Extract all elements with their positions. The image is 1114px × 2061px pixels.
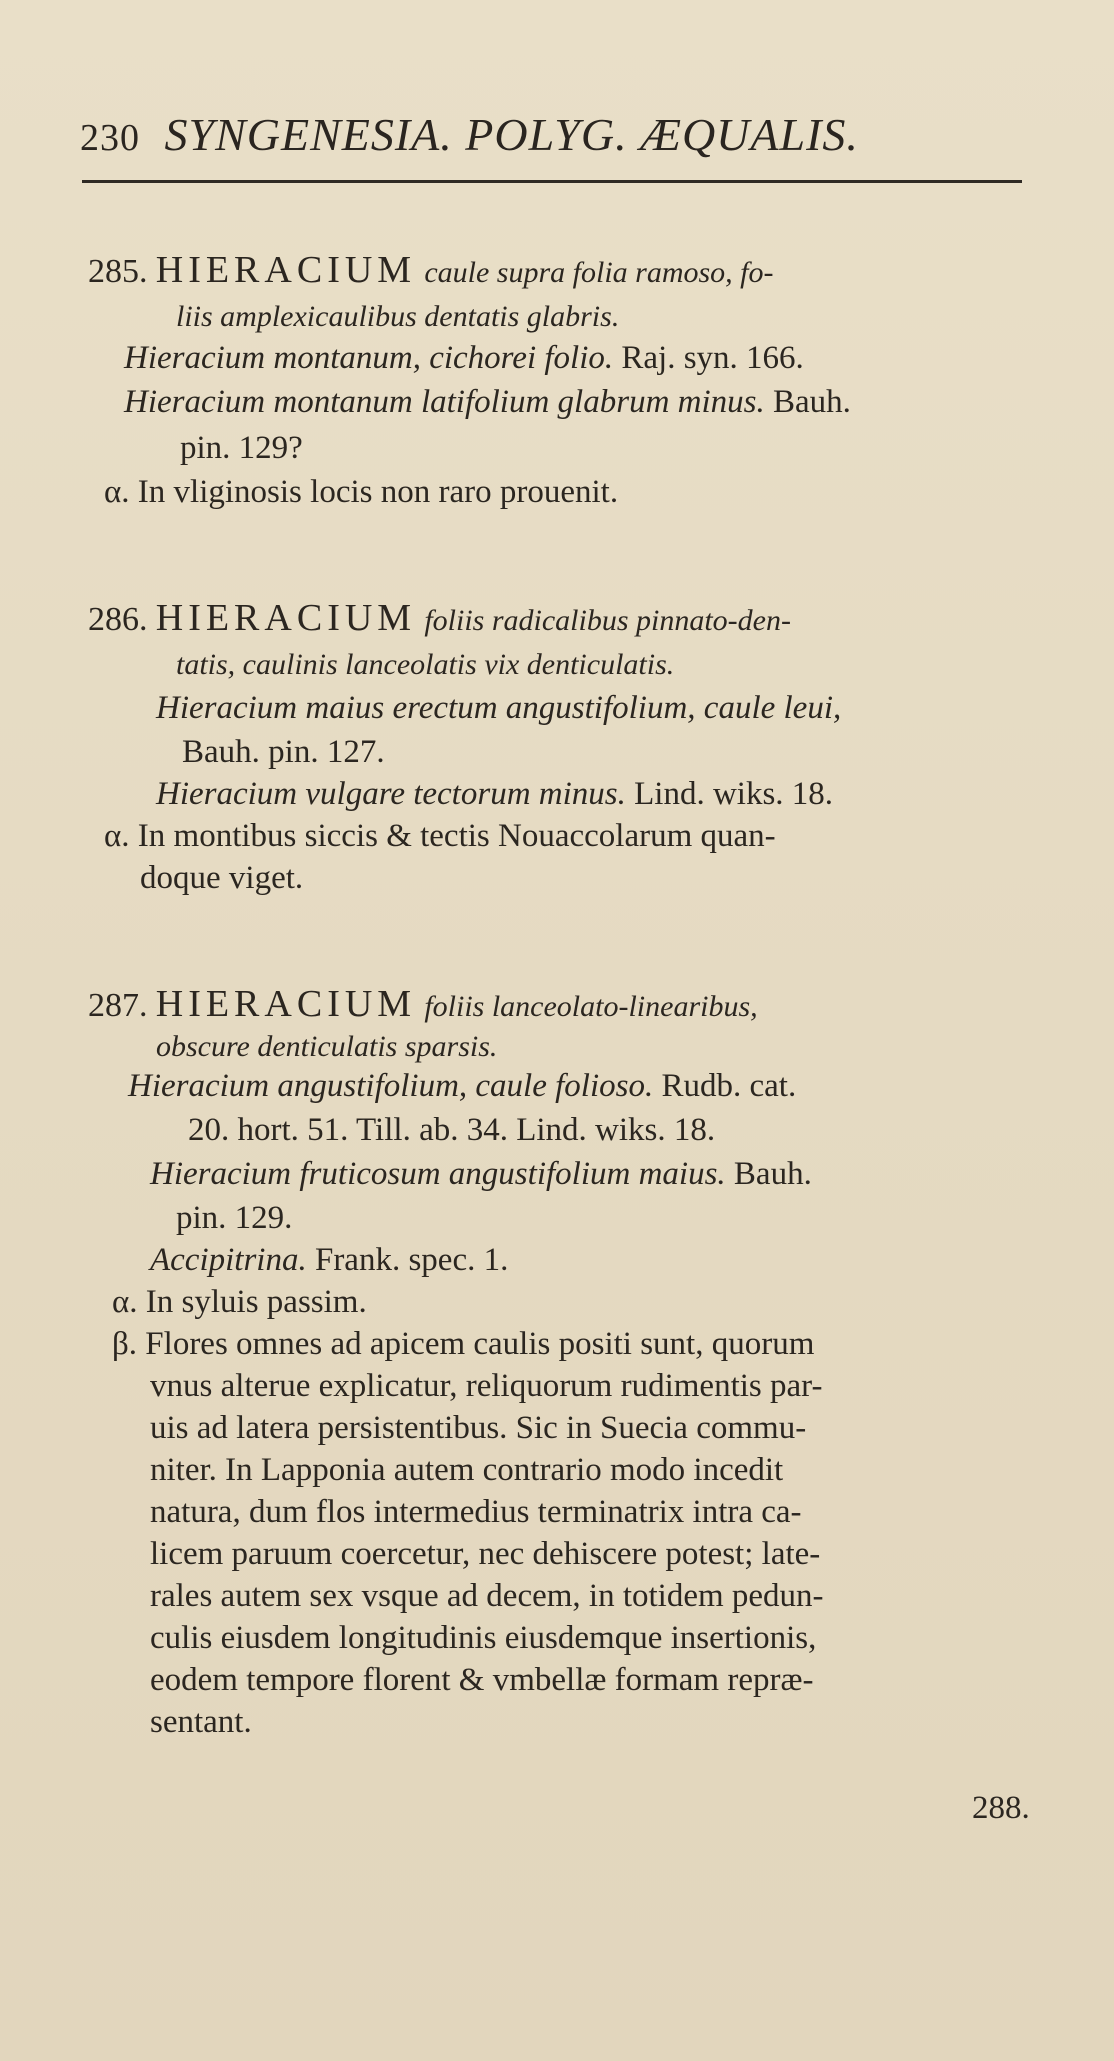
page-number: 230 [80, 117, 140, 159]
entry-285-diagnosis-cont: liis amplexicaulibus dentatis glabris. [176, 300, 620, 333]
catchword: 288. [972, 1790, 1030, 1826]
entry-286-synonym-1: Hieracium maius erectum angustifolium, caule leui, [156, 690, 842, 726]
genus-name: HIERACIUM [155, 983, 417, 1025]
note-text: Flores omnes ad apicem caulis positi sunt, quorum [145, 1326, 815, 1362]
entry-285-synonym-2 [124, 384, 851, 421]
entry-287-synonym-2-cont: pin. 129. [176, 1200, 293, 1236]
habitat-mark: α. [112, 1284, 138, 1320]
diagnosis: foliis lanceolato-linearibus, [424, 990, 758, 1023]
running-head [80, 108, 1040, 161]
entry-287-note-line-4: natura, dum flos intermedius terminatrix intra ca- [150, 1494, 802, 1530]
entry-287-note-line-7: culis eiusdem longitudinis eiusdemque insertionis, [150, 1620, 817, 1656]
entry-287-note-line-9: sentant. [150, 1704, 252, 1740]
entry-number: 285. [88, 253, 148, 290]
entry-287-heading [88, 982, 758, 1026]
synonym-ref: Lind. wiks. 18. [634, 776, 834, 812]
entry-285-habitat [104, 474, 618, 511]
entry-286-synonym-1-ref: Bauh. pin. 127. [182, 734, 385, 770]
running-title: SYNGENESIA. POLYG. ÆQUALIS. [164, 109, 859, 160]
habitat-text: In montibus siccis & tectis Nouaccolarum quan- [137, 818, 776, 854]
synonym-name: Hieracium fruticosum angustifolium maius. [150, 1156, 726, 1192]
habitat-mark: α. [104, 818, 130, 854]
entry-287-habitat [112, 1284, 367, 1321]
diagnosis: foliis radicalibus pinnato-den- [424, 604, 791, 637]
synonym-name: Accipitrina. [150, 1242, 307, 1278]
entry-287-note-line-5: licem paruum coercetur, nec dehiscere potest; late- [150, 1536, 821, 1572]
genus-name: HIERACIUM [155, 597, 417, 639]
note-mark: β. [112, 1326, 138, 1362]
entry-287-synonym-1 [128, 1068, 796, 1105]
synonym-ref: Rudb. cat. [661, 1068, 797, 1104]
entry-287-synonym-3 [150, 1242, 508, 1279]
habitat-text: In vliginosis locis non raro prouenit. [137, 474, 619, 510]
entry-287-diagnosis-cont: obscure denticulatis sparsis. [156, 1030, 498, 1063]
entry-286-habitat-cont: doque viget. [140, 860, 304, 896]
synonym-name: Hieracium montanum, cichorei folio. [124, 340, 614, 376]
habitat-text: In syluis passim. [145, 1284, 367, 1320]
entry-287-note-line-2: uis ad latera persistentibus. Sic in Suecia commu- [150, 1410, 807, 1446]
synonym-ref: Frank. spec. 1. [314, 1242, 509, 1278]
entry-287-synonym-2 [150, 1156, 812, 1193]
entry-number: 286. [88, 601, 148, 638]
entry-287-note-line-1: vnus alterue explicatur, reliquorum rudimentis par- [150, 1368, 823, 1404]
header-rule [82, 180, 1022, 183]
entry-number: 287. [88, 987, 148, 1024]
entry-287-synonym-1-cont: 20. hort. 51. Till. ab. 34. Lind. wiks. 18. [188, 1112, 716, 1148]
entry-286-habitat [104, 818, 776, 855]
entry-285-synonym-2-cont: pin. 129? [180, 430, 303, 466]
genus-name: HIERACIUM [155, 249, 417, 291]
entry-286-heading [88, 596, 791, 640]
entry-285-heading [88, 248, 774, 292]
entry-287-note-line-6: rales autem sex vsque ad decem, in totidem pedun- [150, 1578, 824, 1614]
habitat-mark: α. [104, 474, 130, 510]
diagnosis: caule supra folia ramoso, fo- [424, 256, 774, 289]
synonym-ref: Raj. syn. 166. [621, 340, 804, 376]
synonym-ref: Bauh. [773, 384, 851, 420]
entry-285-synonym-1 [124, 340, 804, 377]
entry-287-note-line-3: niter. In Lapponia autem contrario modo incedit [150, 1452, 784, 1488]
synonym-name: Hieracium angustifolium, caule folioso. [128, 1068, 654, 1104]
synonym-name: Hieracium vulgare tectorum minus. [156, 776, 626, 812]
synonym-name: Hieracium montanum latifolium glabrum minus. [124, 384, 765, 420]
synonym-ref: Bauh. [733, 1156, 812, 1192]
entry-286-synonym-2 [156, 776, 833, 813]
entry-286-diagnosis-cont: tatis, caulinis lanceolatis vix denticulatis. [176, 648, 675, 681]
entry-287-note-line-0 [112, 1326, 814, 1363]
entry-287-note-line-8: eodem tempore florent & vmbellæ formam repræ- [150, 1662, 814, 1698]
